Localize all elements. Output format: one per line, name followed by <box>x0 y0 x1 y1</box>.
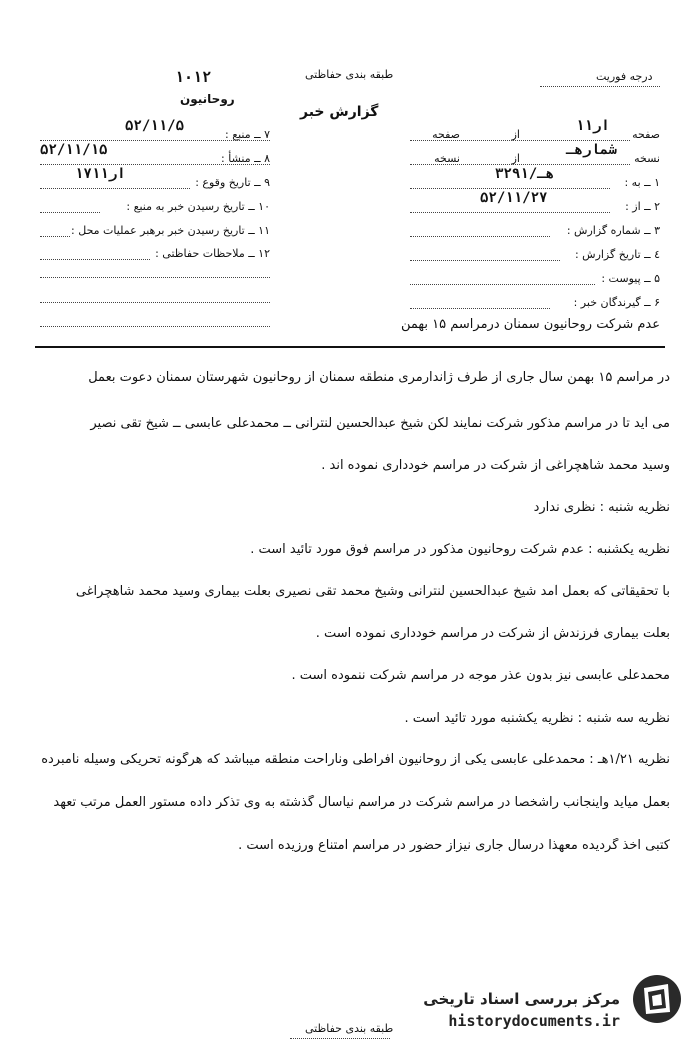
field-line <box>410 236 550 237</box>
field-to-label: ۱ ــ به : <box>624 176 660 189</box>
classification-label: طبقه بندی حفاظتی <box>305 68 394 81</box>
field-line <box>410 308 550 309</box>
field-report-number-label: ۳ ــ شماره گزارش : <box>566 224 660 237</box>
field-origin-label: ۸ ــ منشأ : <box>221 152 270 165</box>
field-page-tail: صفحه <box>432 128 460 141</box>
field-line <box>40 277 270 278</box>
body-line-7: بعلت بیماری فرزندش از شرکت در مراسم خودداری نموده است . <box>315 626 670 641</box>
field-recipients-label: ۶ ــ گیرندگان خبر : <box>573 296 660 309</box>
body-line-3: وسید محمد شاهچراغی از شرکت در مراسم خودداری نموده اند . <box>321 458 670 473</box>
field-line <box>40 140 270 141</box>
body-line-11: بعمل میآید واینجانب راشخصا در مراسم شرکت در مراسم نیاسال گذشته به وی تذکر داده مستور العمل مرتب تعهد <box>53 795 670 810</box>
field-line <box>410 284 595 285</box>
body-line-4: نظریه شنبه : نظری ندارد <box>533 500 670 515</box>
subject-line: عدم شرکت روحانیون سمنان درمراسم ۱۵ بهمن <box>401 317 660 332</box>
field-page-label: صفحه <box>632 128 660 141</box>
field-report-date-label: ٤ ــ تاریخ گزارش : <box>574 248 660 261</box>
field-origin-value: ۵۲/۱۱/۱۵ <box>40 142 108 158</box>
footer-line <box>290 1038 390 1039</box>
watermark-title: مرکز بررسی اسناد تاریخی <box>423 990 620 1008</box>
field-line <box>410 188 610 189</box>
field-page-value: ۱ار۱ <box>576 118 610 134</box>
field-receipt-local-label: ۱۱ ــ تاریخ رسیدن خبر برهبر عملیات محل : <box>71 224 270 237</box>
field-event-date-value: ۱۷ار۱۱ <box>75 166 126 182</box>
field-line <box>40 236 70 237</box>
field-page-mid: از <box>511 128 520 141</box>
field-security-notes-label: ۱۲ ــ ملاحظات حفاظتی : <box>155 247 270 260</box>
body-line-10: نظریه ۱/۲۱هـ : محمدعلی عابسی یکی از روحانیون افراطی وناراحت منطقه میباشد که هرگونه تحریکی وسیله نامبرده <box>41 752 670 767</box>
field-copy-tail: نسخه <box>434 152 460 165</box>
field-source-label: ۷ ــ منبع : <box>225 128 270 141</box>
field-from-label: ۲ ــ از : <box>625 200 660 213</box>
field-copy-mid: از <box>511 152 520 165</box>
field-line <box>40 164 270 165</box>
field-line <box>410 164 630 165</box>
body-line-1: در مراسم ۱۵ بهمن سال جاری از طرف ژاندارمری منطقه سمنان از روحانیون شهرستان سمنان دعوت بعمل <box>88 370 670 385</box>
field-line <box>410 140 630 141</box>
field-line <box>40 302 270 303</box>
field-receipt-source-label: ۱۰ ــ تاریخ رسیدن خبر به منبع : <box>126 200 270 213</box>
subject-topic: روحانیون <box>180 92 235 106</box>
field-line <box>410 212 610 213</box>
archive-logo-icon <box>630 972 684 1026</box>
body-line-9: نظریه سه شنبه : نظریه یکشنبه مورد تائید است . <box>404 711 670 726</box>
footer-classification-label: طبقه بندی حفاظتی <box>305 1022 394 1035</box>
field-line <box>40 259 150 260</box>
header-divider <box>35 346 665 348</box>
body-line-6: با تحقیقاتی که بعمل آمد شیخ عبدالحسین لنترانی وشیخ محمد تقی نصیری بعلت بیماری وسید محمد شاهچراغی <box>75 584 670 599</box>
body-line-2: می آید تا در مراسم مذکور شرکت نمایند لکن شیخ عبدالحسین لنترانی ــ محمدعلی عابسی ــ شیخ تقی نصیر <box>90 416 670 431</box>
field-from-value: ۵۲/۱۱/۲۷ <box>480 190 548 206</box>
body-line-12: کتبی اخذ گردیده معهذا درسال جاری نیزاز حضور در مراسم امتناع ورزیده است . <box>238 838 670 853</box>
urgency-label: درجه فوریت <box>596 70 653 83</box>
field-attachment-label: ۵ ــ پیوست : <box>601 272 660 285</box>
field-event-date-label: ۹ ــ تاریخ وقوع : <box>195 176 270 189</box>
body-line-8: محمدعلی عابسی نیز بدون عذر موجه در مراسم شرکت ننموده است . <box>291 668 670 683</box>
field-line <box>40 188 190 189</box>
urgency-line <box>540 86 660 87</box>
form-title: گزارش خبر <box>300 104 379 120</box>
field-to-value: ۳۲۹۱/هـ <box>495 166 555 182</box>
field-line <box>410 260 560 261</box>
field-source-value: ۵۲/۱۱/۵ <box>125 118 185 134</box>
body-line-5: نظریه یکشنبه : عدم شرکت روحانیون مذکور در مراسم فوق مورد تائید است . <box>250 542 670 557</box>
field-line <box>40 212 100 213</box>
watermark-url: historydocuments.ir <box>448 1012 620 1030</box>
field-copy-value: شمارهـ <box>566 142 617 158</box>
field-line <box>40 326 270 327</box>
doc-number: ۱۰۱۲ <box>175 68 212 86</box>
field-copy-label: نسخه <box>634 152 660 165</box>
